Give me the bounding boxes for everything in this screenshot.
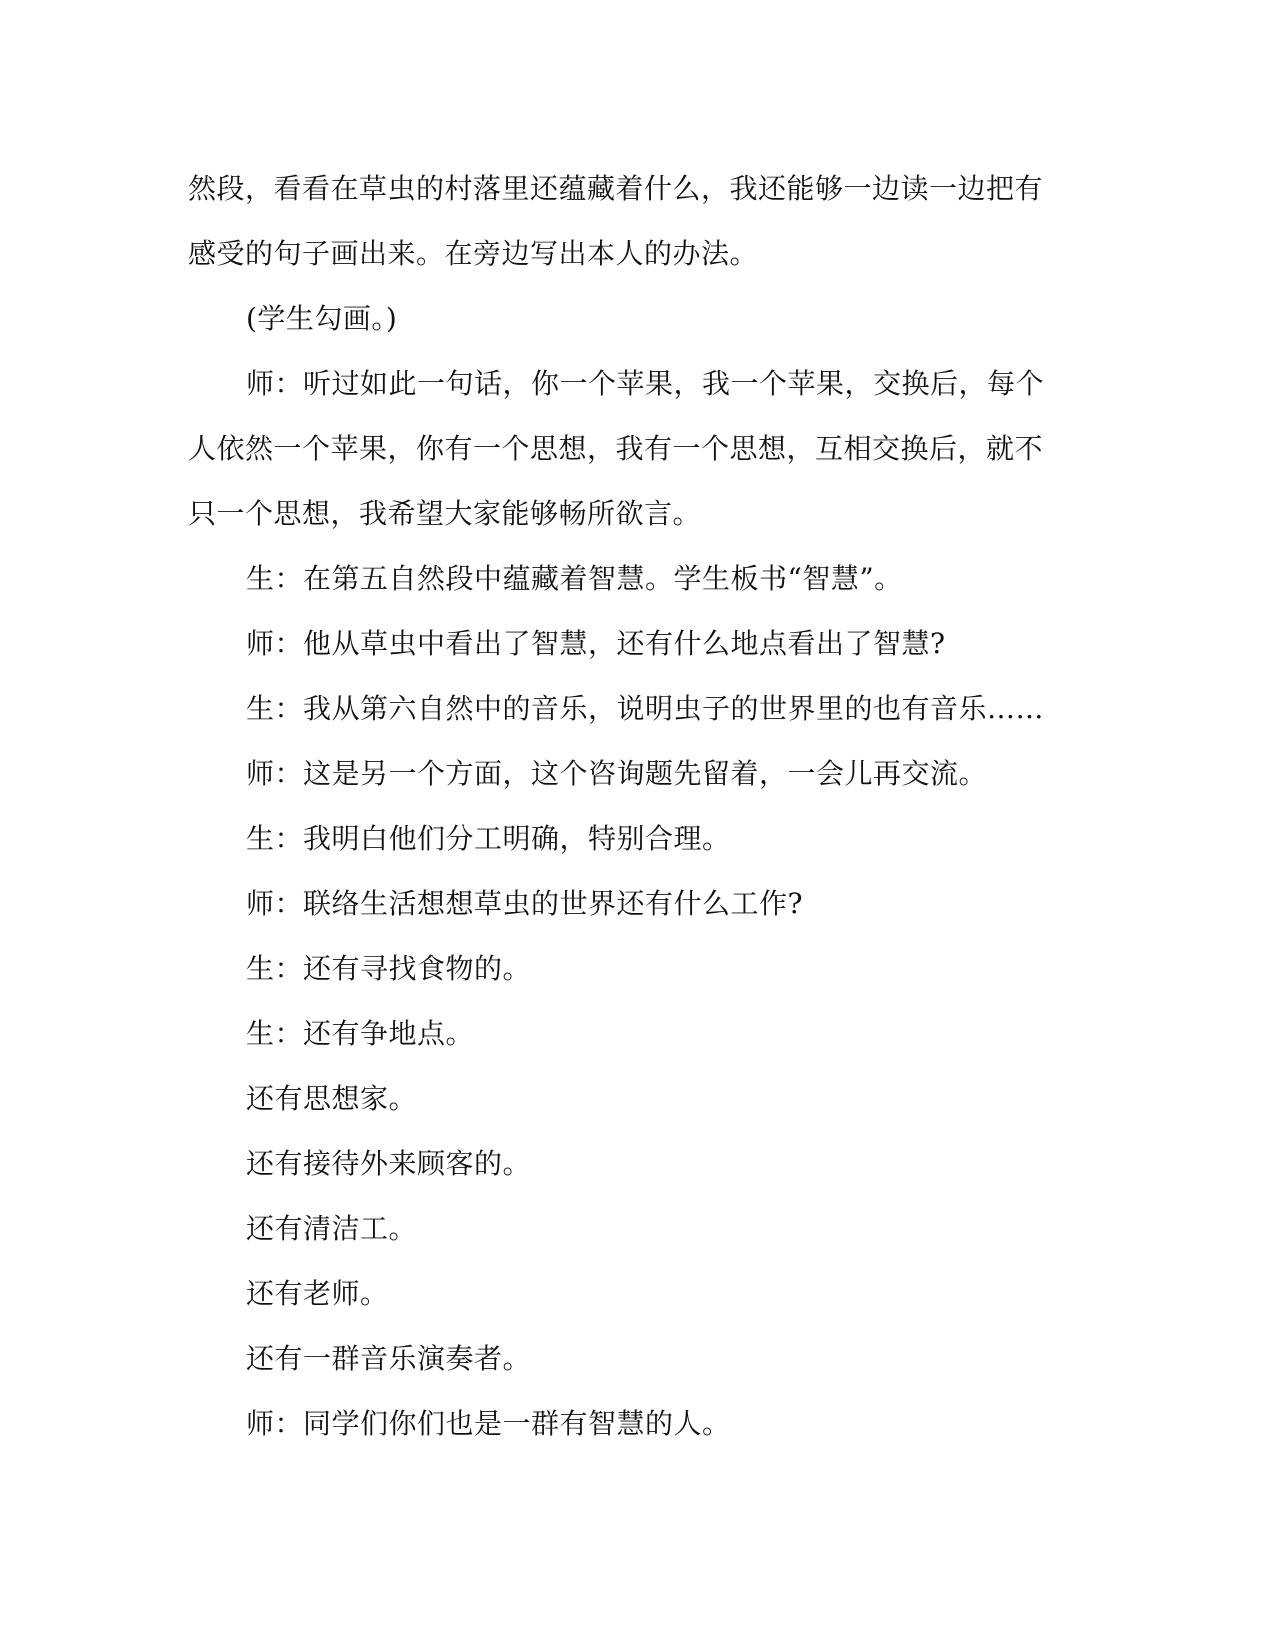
paragraph-line: 师：听过如此一句话，你一个苹果，我一个苹果，交换后，每个 xyxy=(246,367,1045,400)
paragraph-line: 师：同学们你们也是一群有智慧的人。 xyxy=(246,1407,731,1440)
paragraph-line: 还有一群音乐演奏者。 xyxy=(246,1342,532,1375)
paragraph-line: 还有老师。 xyxy=(246,1277,389,1310)
paragraph-line: 然段，看看在草虫的村落里还蕴藏着什么，我还能够一边读一边把有 xyxy=(188,172,1044,205)
paragraph-line: 师：联络生活想想草虫的世界还有什么工作? xyxy=(246,887,804,920)
paragraph-line: 生：还有寻找食物的。 xyxy=(246,952,532,985)
paragraph-line: 人依然一个苹果，你有一个思想，我有一个思想，互相交换后，就不 xyxy=(188,432,1044,465)
paragraph-line: 生：我从第六自然中的音乐，说明虫子的世界里的也有音乐…… xyxy=(246,692,1045,725)
document-body xyxy=(188,156,1068,1456)
paragraph-line: 只一个思想，我希望大家能够畅所欲言。 xyxy=(188,497,702,530)
paragraph-line: 感受的句子画出来。在旁边写出本人的办法。 xyxy=(188,237,759,270)
paragraph-line: 师：他从草虫中看出了智慧，还有什么地点看出了智慧? xyxy=(246,627,946,660)
paragraph-line: 师：这是另一个方面，这个咨询题先留着，一会儿再交流。 xyxy=(246,757,988,790)
paragraph-line: 还有清洁工。 xyxy=(246,1212,418,1245)
paragraph-line: (学生勾画。) xyxy=(246,302,398,335)
paragraph-line: 生：我明白他们分工明确，特别合理。 xyxy=(246,822,731,855)
paragraph-line: 生：还有争地点。 xyxy=(246,1017,475,1050)
paragraph-line: 生：在第五自然段中蕴藏着智慧。学生板书“智慧”。 xyxy=(246,562,903,595)
paragraph-line: 还有思想家。 xyxy=(246,1082,418,1115)
paragraph-line: 还有接待外来顾客的。 xyxy=(246,1147,532,1180)
